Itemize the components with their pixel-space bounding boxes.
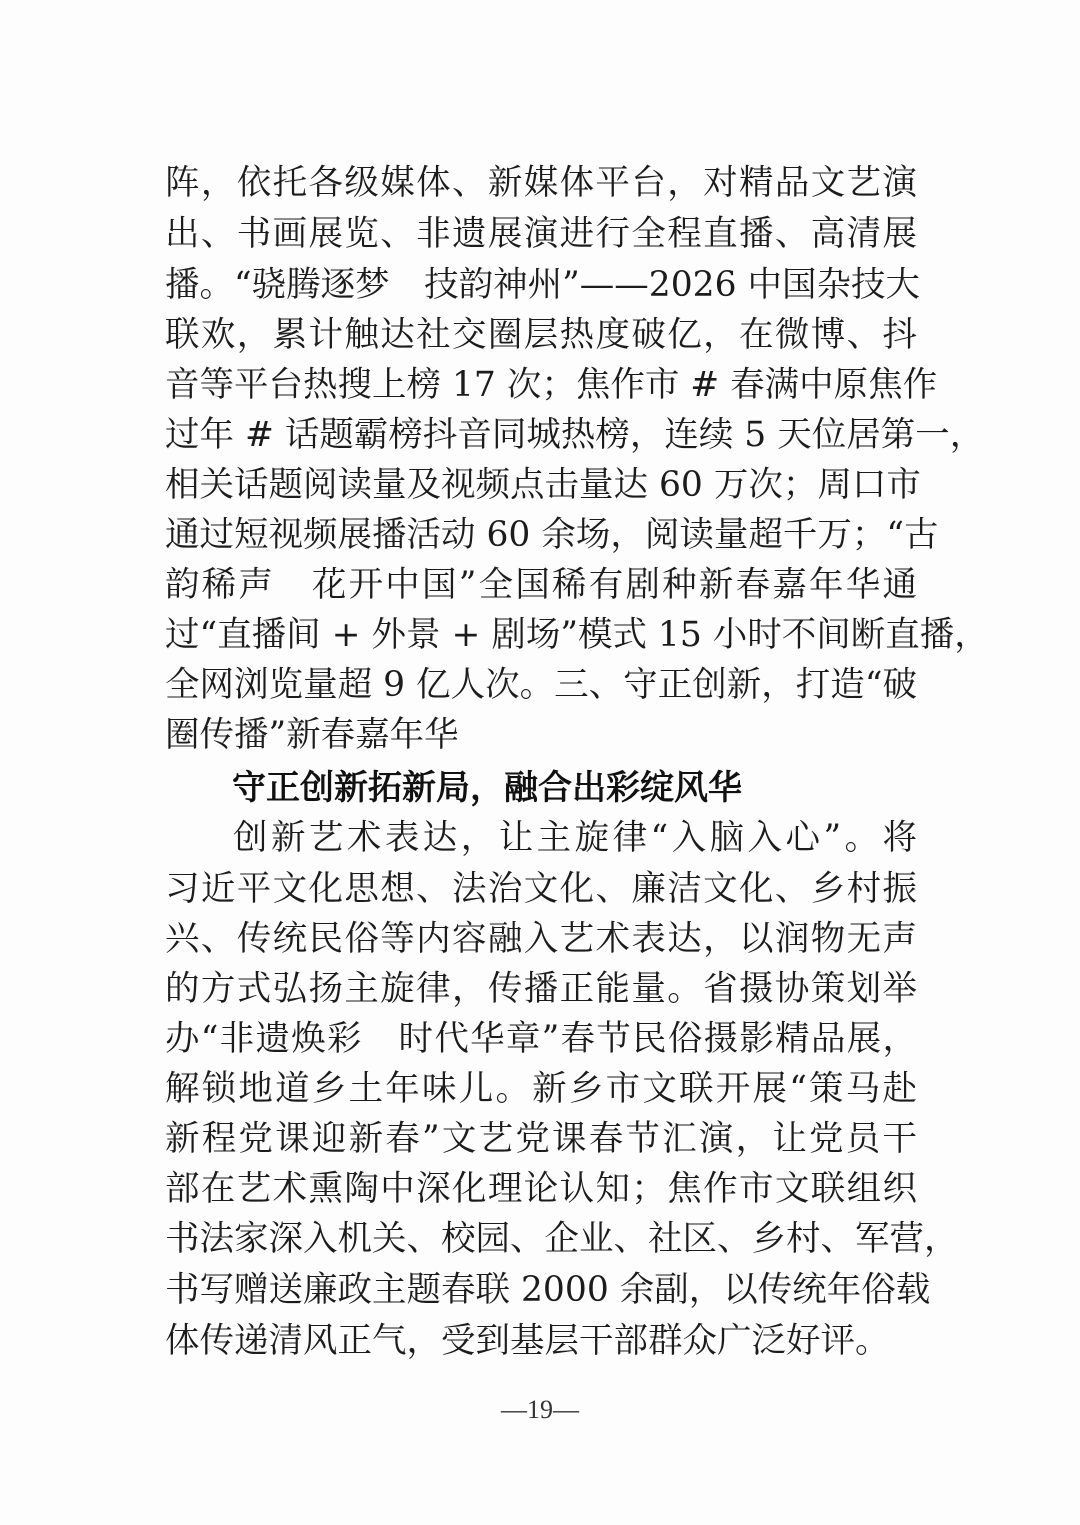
body-line: 过年 # 话题霸榜抖音同城热榜，连续 5 天位居第一，	[165, 415, 985, 455]
body-line: 书法家深入机关、校园、企业、社区、乡村、军营，	[165, 1219, 959, 1259]
body-line: 体传递清风正气，受到基层干部群众广泛好评。	[165, 1321, 890, 1361]
body-line: 部在艺术熏陶中深化理论认知；焦作市文联组织	[165, 1169, 917, 1209]
body-line: 新程党课迎新春”文艺党课春节汇演，让党员干	[165, 1119, 917, 1159]
body-line: 办“非遗焕彩 时代华章”春节民俗摄影精品展，	[165, 1019, 917, 1059]
body-line: 联欢，累计触达社交圈层热度破亿，在微博、抖	[165, 315, 917, 355]
body-line: 通过短视频展播活动 60 余场，阅读量超千万；“古	[165, 515, 939, 555]
body-line: 书写赠送廉政主题春联 2000 余副，以传统年俗载	[165, 1270, 931, 1310]
body-line: 出、书画展览、非遗展演进行全程直播、高清展	[165, 214, 917, 254]
body-line: 解锁地道乡土年味儿。新乡市文联开展“策马赴	[165, 1069, 917, 1109]
body-line: 兴、传统民俗等内容融入艺术表达，以润物无声	[165, 919, 917, 959]
page-number: —19—	[501, 1395, 579, 1424]
body-line: 过“直播间 + 外景 + 剧场”模式 15 小时不间断直播，	[165, 615, 989, 655]
body-line: 相关话题阅读量及视频点击量达 60 万次；周口市	[165, 465, 921, 505]
body-line: 创新艺术表达，让主旋律“入脑入心”。将	[233, 818, 917, 858]
body-line: 习近平文化思想、法治文化、廉洁文化、乡村振	[165, 869, 917, 909]
body-line: 的方式弘扬主旋律，传播正能量。省摄协策划举	[165, 969, 917, 1009]
body-line: 韵稀声 花开中国”全国稀有剧种新春嘉年华通	[165, 565, 917, 605]
body-line: 播。“骁腾逐梦 技韵神州”——2026 中国杂技大	[165, 265, 921, 305]
body-line: 阵，依托各级媒体、新媒体平台，对精品文艺演	[165, 163, 917, 203]
body-line: 音等平台热搜上榜 17 次；焦作市 # 春满中原焦作	[165, 365, 938, 405]
body-line: 圈传播”新春嘉年华	[165, 715, 459, 755]
section-heading: 守正创新拓新局，融合出彩绽风华	[232, 768, 742, 808]
body-line: 全网浏览量超 9 亿人次。三、守正创新，打造“破	[165, 665, 917, 705]
